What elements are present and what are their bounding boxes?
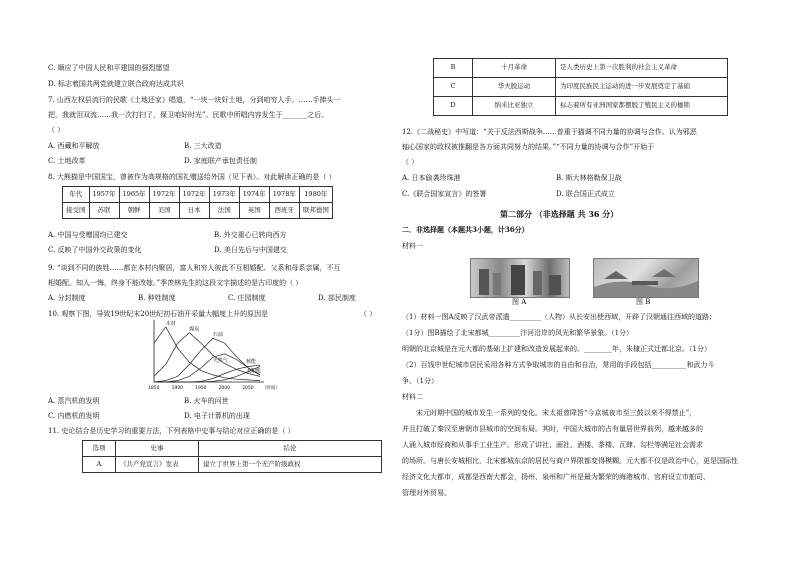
q8-option-a: A. 中国与受赠国均已建交	[48, 231, 128, 239]
table-cell: C	[434, 78, 473, 97]
series-label-4: 核能	[246, 359, 257, 366]
material-1-label: 材料一	[402, 242, 423, 250]
table-header: 选项	[83, 441, 116, 457]
q9-option-b: B. 种姓制度	[138, 294, 176, 302]
table-cell: 朝鲜	[119, 203, 149, 219]
x-tick-label: 2000	[218, 386, 231, 391]
q7-option-c: C. 土地改革	[48, 157, 86, 165]
q9-option-d: D. 部民制度	[318, 294, 356, 302]
table-cell: 1972年	[149, 187, 179, 203]
q10-option-c: C. 内燃机的发明	[48, 412, 100, 420]
q7-option-b: B. 三大改造	[184, 142, 222, 150]
q7-stem-line1: 7. 山西左权县流行的民歌《土地还家》唱道，“一块一块好土地，分到咱穷人手。……手捧头一	[48, 96, 341, 104]
table-row	[83, 457, 382, 473]
x-unit-label: （时间）	[262, 386, 280, 391]
option-c-previous: C. 顺应了中国人民和平建国的强烈愿望	[48, 64, 170, 72]
chart-ticks	[148, 384, 280, 391]
q12-paren: （ ）	[402, 158, 419, 166]
series-label-3: 天然气	[212, 357, 228, 364]
chart-lines	[154, 327, 260, 382]
q10-option-d: D. 电子计算机的出现	[184, 412, 250, 420]
q2-line1: （2）百钱中世纪城市居民采用各种方式争取城市的自由和自治，常用的手段包括__________和武力斗	[402, 361, 715, 369]
q11-table-continued	[433, 58, 728, 116]
table-row	[434, 59, 728, 78]
figure-a-image	[470, 258, 570, 298]
figure-b-image	[593, 258, 699, 298]
q1-line1: （1）材料一图A反映了汉武帝派遣_________（人物）从长安出使西域，开辟了汉朝通往西域的道路；	[402, 313, 717, 321]
series-label-0: 木材	[165, 320, 176, 327]
sub-section-title: 二．非选择题（本题共3小题，计36分）	[402, 225, 529, 234]
series-label-2: 石油	[212, 332, 223, 339]
q9-option-c: C. 庄园制度	[228, 294, 266, 302]
table-cell: 十月革命	[473, 59, 556, 78]
q10-option-a: A. 蒸汽机的发明	[48, 397, 100, 405]
series-label-1: 煤炭	[189, 326, 200, 333]
q11-table	[82, 440, 382, 473]
table-cell: 1957年	[89, 187, 119, 203]
material-2-line1: 宋元时期中国的城市发生一系列的变化。宋太祖曾降旨“今京城夜市至三鼓以来不得禁止”，	[416, 409, 697, 417]
option-d-previous: D. 标志着国共两党就建立联合政府达成共识	[48, 80, 184, 88]
q12-stem-line1: 12.《二战秘史》中写道：“关于反法西斯战争……普重于猫调不同力量的协调与合作。认为邪恶	[402, 128, 697, 136]
table-cell: 1980年	[299, 187, 332, 203]
table-cell: 1978年	[269, 187, 299, 203]
table-cell: D	[434, 97, 473, 116]
table-cell: 年代	[63, 187, 90, 203]
q11-stem: 11. 史论结合是历史学习的重要方法，下列表格中史事与结论对应正确的是（ ）	[48, 427, 295, 435]
series-label-5: 太阳能	[246, 368, 262, 375]
table-row	[434, 97, 728, 116]
material-2-line3: 人涌入城市经商和从事手工业生产。形成了讲社、画社、酒楼、茶楼、瓦肆、勾栏等满足社会需求	[402, 441, 703, 449]
q12-option-a: A. 日本偷袭珍珠港	[402, 174, 461, 182]
q1-line2: （1分）图B描绘了北宋都城_________汴河沿岸的风光和繁华景象。（1分）	[402, 329, 634, 337]
x-tick-label: 2050	[242, 386, 254, 391]
table-cell: 接受国	[63, 203, 90, 219]
q12-stem-line2: 轴心国家的政权被推翻是各方面共同努力的结果。”“不同力量的协调与合作”开始于	[402, 143, 655, 151]
table-cell: 西班牙	[269, 203, 299, 219]
table-cell: 为印度民族民主运动的进一步发展奠定了基础	[556, 78, 728, 97]
x-tick-label: 1850	[148, 386, 160, 391]
q12-option-d: D. 联合国正式成立	[556, 190, 615, 198]
q7-stem-line2: 把，我就泪双流……我一次打扫了，保卫咱好时光”。民歌中所唱内容发生于_______之后。	[48, 111, 329, 119]
material-2-line2: 并且打破了秦汉至唐朝市县城市的空间布局。其时，中国大城市的占有量居世界前列，越来越多的	[402, 425, 703, 433]
series-line-3	[154, 354, 260, 382]
table-header: 史事	[116, 441, 199, 457]
q7-paren: （ ）	[48, 126, 65, 134]
q8-stem: 8. 大熊猫是中国国宝，曾被作为高规格的国礼赠送给外国（见下表）。对此解读正确的是（ ）	[48, 173, 336, 181]
material-2-label: 材料二	[402, 393, 423, 401]
table-cell: 苏联	[89, 203, 119, 219]
table-cell: 《共产党宣言》发表	[116, 457, 199, 473]
table-header: 结论	[199, 441, 382, 457]
table-cell: 纳米比亚独立	[473, 97, 556, 116]
table-row	[434, 78, 728, 97]
q8-option-b: B. 外交重心已转向西方	[214, 231, 287, 239]
table-cell: A	[83, 457, 116, 473]
table-cell: 法国	[209, 203, 239, 219]
x-tick-label: 1950	[195, 386, 207, 391]
q2-line2: 争。（1分）	[402, 377, 438, 385]
table-cell: 华夫脱运动	[473, 78, 556, 97]
q7-option-d: D. 家庭联产承包责任制	[184, 157, 257, 165]
q9-option-a: A. 分封制度	[48, 294, 86, 302]
material-2-line6: 管理对外贸易。	[402, 489, 451, 497]
q9-stem-line2: 相婚配。知人一悔，终身不能改嫁。”季羡林先生的这段文字描述的是古印度的（ ）	[48, 279, 303, 287]
table-cell: 英国	[239, 203, 269, 219]
table-cell: 美国	[149, 203, 179, 219]
table-cell: 联邦德国	[299, 203, 332, 219]
table-cell: 1972年	[179, 187, 209, 203]
table-cell: 建立了世界上第一个无产阶级政权	[199, 457, 382, 473]
table-cell: 1973年	[209, 187, 239, 203]
q12-option-c: C.《联合国家宣言》的签署	[402, 190, 487, 198]
figure-a-caption: 图 A	[512, 298, 527, 306]
q1-line3: 明朝的北京城是在元大都的基础上扩建和改造发展起来的。________年，朱棣正式迁都北京。（1分）	[402, 345, 711, 353]
q8-option-c: C. 反映了中国外交政策的变化	[48, 246, 142, 254]
x-tick-label: 1900	[171, 386, 184, 391]
table-cell: 日本	[179, 203, 209, 219]
q12-option-b: B. 斯大林格勒保卫战	[556, 174, 622, 182]
table-cell: 1965年	[119, 187, 149, 203]
q8-option-d: D. 美日先后与中国建交	[214, 246, 287, 254]
table-row	[63, 187, 333, 203]
q9-stem-line1: 9. “谈到不同的族姓……都在本村内聚居，富人和穷人彼此不互相婚配。父系和母系亲属，不互	[48, 264, 341, 272]
q10-paren: （ ）	[360, 310, 377, 318]
q10-stem: 10. 观察下图，导致19世纪末20世纪初石油开采量大幅度上升的原因是	[48, 310, 269, 318]
series-line-0	[154, 327, 260, 381]
section-title: 第二部分 （非选择题 共 36 分）	[500, 209, 619, 219]
table-cell: B	[434, 59, 473, 78]
material-2-line5: 经济文化大都市，成都是西南大都会，扬州、泉州和广州是最为繁荣的海港城市，官府设立市舶司，	[402, 473, 710, 481]
series-line-1	[154, 333, 260, 377]
series-line-2	[154, 338, 260, 382]
table-cell: 是人类历史上第一次胜利的社会主义革命	[556, 59, 728, 78]
energy-line-chart	[148, 318, 298, 392]
table-cell: 标志着所有亚洲国家都摆脱了殖民主义的枷锁	[556, 97, 728, 116]
figure-b-caption: 图 B	[636, 298, 651, 306]
panda-gift-table	[62, 186, 333, 219]
material-2-line4: 的场所。与唐长安城相比，北宋都城东京的居民与商户界限都变得模糊。元大都不仅是政治中心，更是国际性	[402, 457, 738, 465]
table-row	[83, 441, 382, 457]
table-cell: 1974年	[239, 187, 269, 203]
table-row	[63, 203, 333, 219]
q10-option-b: B. 火车的问世	[184, 397, 229, 405]
q7-option-a: A. 西藏和平解放	[48, 142, 100, 150]
